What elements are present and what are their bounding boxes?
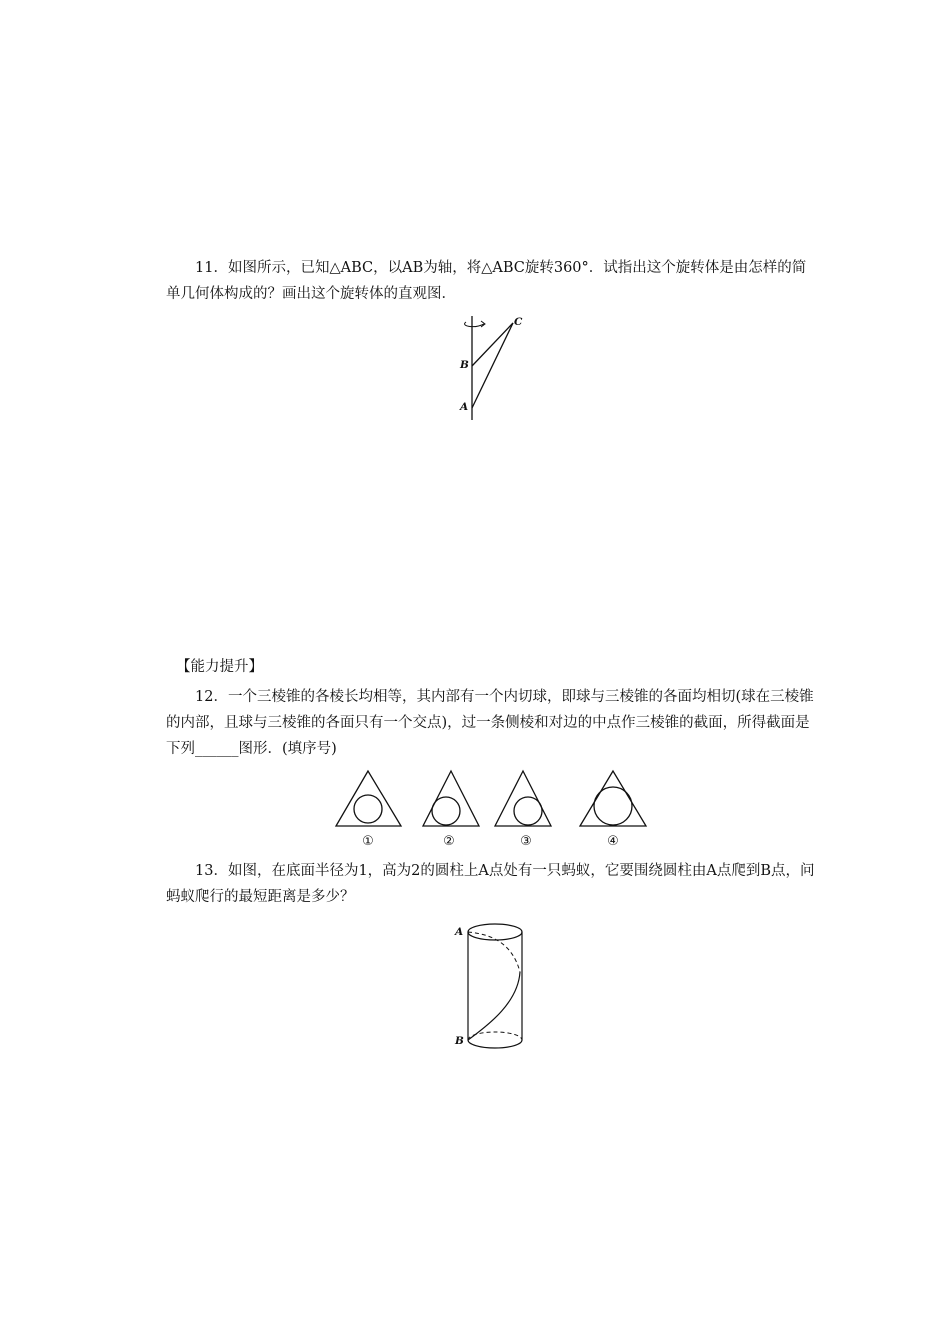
segment-bc xyxy=(472,323,513,366)
point-c-label: C xyxy=(514,316,523,328)
cylinder-diagram xyxy=(450,920,550,1060)
option-4-triangle xyxy=(580,771,646,826)
option-2-circle xyxy=(432,797,460,825)
option-1-circle xyxy=(354,795,382,823)
option-1-label: ① xyxy=(362,834,374,849)
rotation-triangle-diagram xyxy=(450,312,540,422)
option-1-triangle xyxy=(336,771,401,826)
question-11-text: 11．如图所示，已知△ABC，以AB为轴，将△ABC旋转360°．试指出这个旋转体是由怎样的简单几何体构成的？画出这个旋转体的直观图． xyxy=(166,260,807,302)
option-2-label: ② xyxy=(443,834,455,849)
section-title: 【能力提升】 xyxy=(176,659,263,675)
segment-ac xyxy=(472,323,513,408)
cylinder-top xyxy=(468,924,522,940)
option-3-label: ③ xyxy=(520,834,532,849)
option-3-circle xyxy=(514,797,542,825)
question-13-text: 13．如图，在底面半径为1，高为2的圆柱上A点处有一只蚂蚁，它要围绕圆柱由A点爬到B点，问蚂蚁爬行的最短距离是多少？ xyxy=(166,863,815,905)
point-b-label: B xyxy=(455,1035,464,1047)
point-a-label: A xyxy=(460,401,469,413)
option-4-label: ④ xyxy=(607,834,619,849)
point-b-label: B xyxy=(460,359,469,371)
point-a-label: A xyxy=(455,926,464,938)
cross-section-options xyxy=(333,768,663,848)
ant-path-visible xyxy=(468,972,520,1040)
question-12-text: 12．一个三棱锥的各棱长均相等，其内部有一个内切球，即球与三棱锥的各面均相切(球在三棱锥的内部，且球与三棱锥的各面只有一个交点)，过一条侧棱和对边的中点作三棱锥的截面，所得截面是下列______图形．(填序号) xyxy=(166,689,814,757)
cylinder-bottom-front xyxy=(468,1040,522,1048)
rotation-arrow-icon xyxy=(465,322,484,327)
option-4-circle xyxy=(594,787,632,825)
